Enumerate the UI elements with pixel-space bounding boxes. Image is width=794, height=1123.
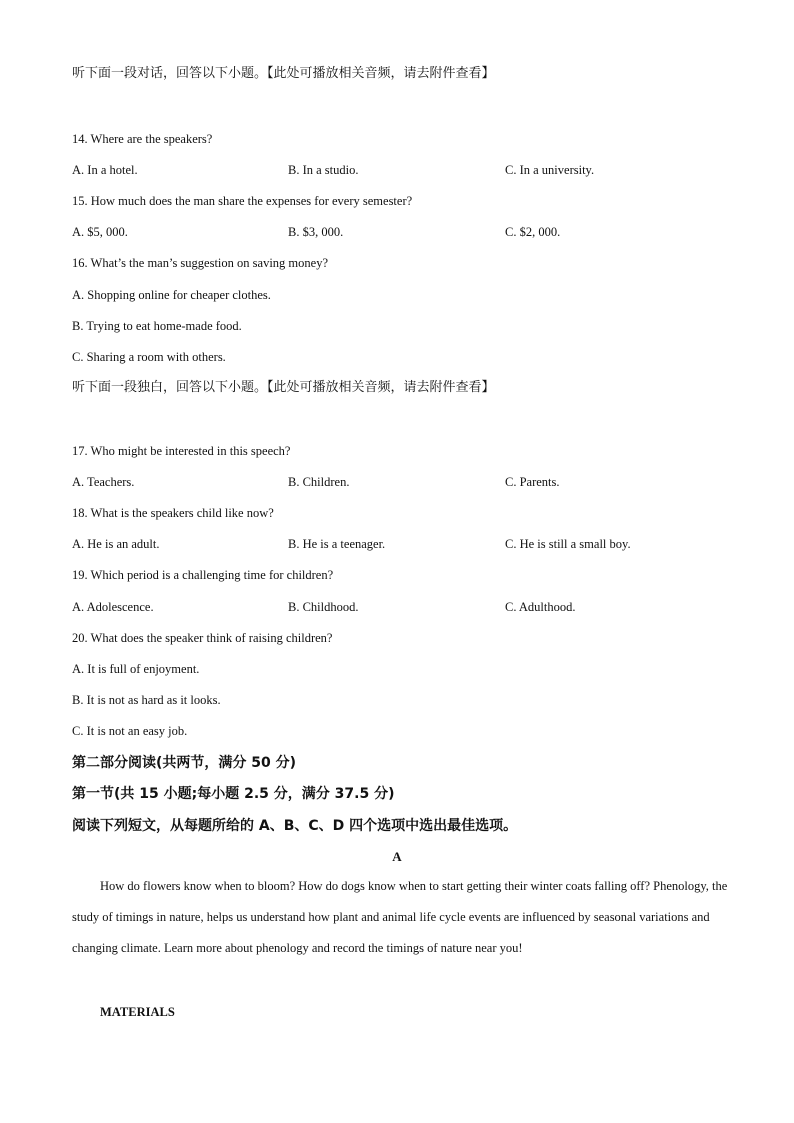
reading-part-title: 第二部分阅读(共两节，满分 50 分)	[72, 755, 297, 771]
option-17c: C. Parents.	[505, 475, 560, 489]
question-18: 18. What is the speakers child like now?	[72, 506, 274, 520]
option-18b: B. He is a teenager.	[288, 537, 386, 551]
option-18a: A. He is an adult.	[72, 537, 160, 551]
question-15: 15. How much does the man share the expenses for every semester?	[72, 194, 413, 208]
option-19c: C. Adulthood.	[505, 600, 576, 614]
option-15b: B. $3, 000.	[288, 225, 344, 239]
option-16b: B. Trying to eat home-made food.	[72, 319, 242, 333]
listening-intro-dialogue: 听下面一段对话，回答以下小题。【此处可播放相关音频，请去附件查看】	[72, 66, 495, 81]
option-20c: C. It is not an easy job.	[72, 724, 188, 738]
option-14a: A. In a hotel.	[72, 163, 138, 177]
option-17a: A. Teachers.	[72, 475, 135, 489]
option-20b: B. It is not as hard as it looks.	[72, 693, 221, 707]
option-17b: B. Children.	[288, 475, 350, 489]
question-17: 17. Who might be interested in this speech?	[72, 444, 291, 458]
option-16c: C. Sharing a room with others.	[72, 350, 226, 364]
option-20a: A. It is full of enjoyment.	[72, 662, 200, 676]
option-14b: B. In a studio.	[288, 163, 359, 177]
question-14: 14. Where are the speakers?	[72, 132, 213, 146]
option-19b: B. Childhood.	[288, 600, 359, 614]
question-19: 19. Which period is a challenging time for children?	[72, 568, 334, 582]
option-15c: C. $2, 000.	[505, 225, 561, 239]
reading-section-title: 第一节(共 15 小题;每小题 2.5 分，满分 37.5 分)	[72, 786, 395, 802]
passage-label: A	[392, 849, 402, 864]
option-16a: A. Shopping online for cheaper clothes.	[72, 288, 271, 302]
passage-paragraph: How do flowers know when to bloom? How do dogs know when to start getting their winter coats falling off? Phenology, the study of timings in nature, helps us understand how plant and animal life cycle events are influenced by seasonal variations and changing climate. Learn more about phenology and record the timings of nature near you!	[72, 879, 728, 955]
materials-heading: MATERIALS	[100, 1005, 175, 1019]
option-14c: C. In a university.	[505, 163, 595, 177]
listening-intro-monologue: 听下面一段独白，回答以下小题。【此处可播放相关音频，请去附件查看】	[72, 380, 495, 395]
option-15a: A. $5, 000.	[72, 225, 128, 239]
option-18c: C. He is still a small boy.	[505, 537, 631, 551]
question-20: 20. What does the speaker think of raising children?	[72, 631, 333, 645]
reading-instruction: 阅读下列短文，从每题所给的 A、B、C、D 四个选项中选出最佳选项。	[72, 818, 518, 834]
option-19a: A. Adolescence.	[72, 600, 154, 614]
question-16: 16. What’s the man’s suggestion on saving money?	[72, 256, 328, 270]
